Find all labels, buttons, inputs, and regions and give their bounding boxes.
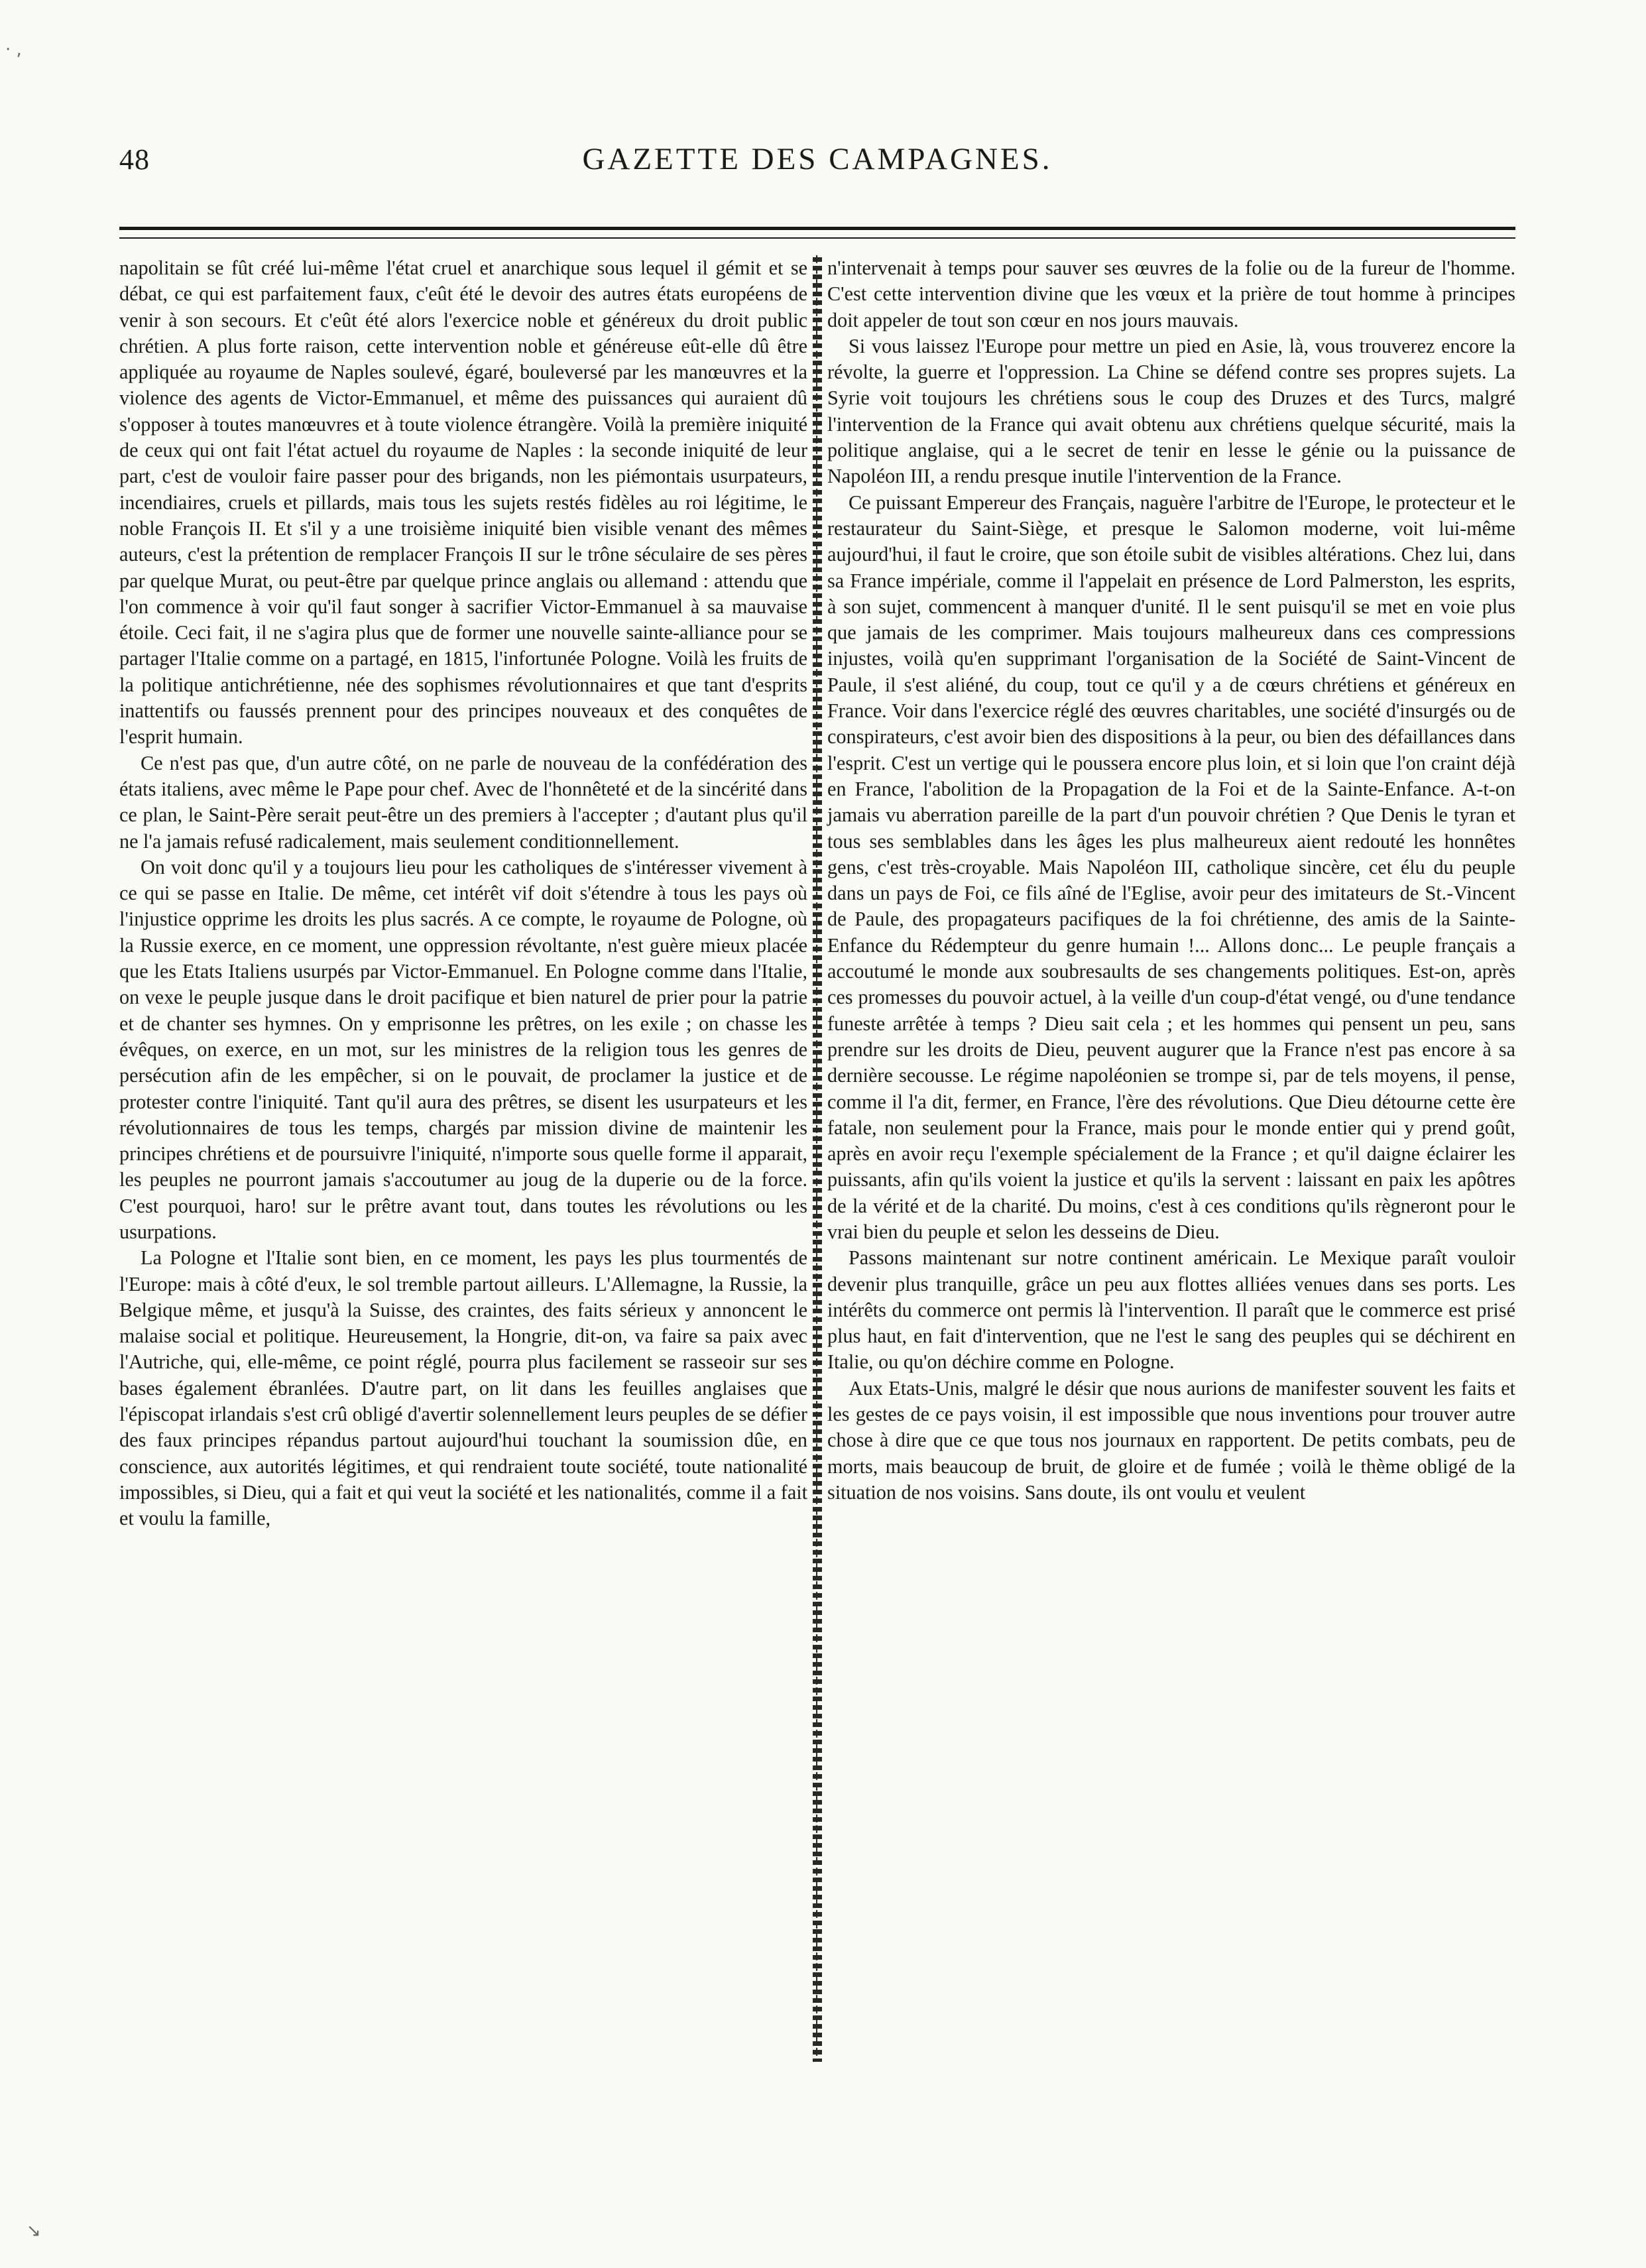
page-number: 48	[119, 143, 150, 176]
paragraph: La Pologne et l'Italie sont bien, en ce moment, les pays les plus tourmentés de l'Europe: mais à côté d'eux, le sol tremble partout ailleurs. L'Allemagne, la Russie, la Belgique même, et jusqu'à la Suisse, des craintes, des faits sérieux y annoncent le malaise social et politique. Heureusement, la Hongrie, dit-on, va faire sa paix avec l'Autriche, qui, elle-même, ce point réglé, pourra plus facilement se rasseoir sur ses bases également ébranlées. D'autre part, on lit dans les feuilles anglaises que l'épiscopat irlandais s'est crû obligé d'avertir solennellement leurs peuples de se défier des faux principes répandus partout aujourd'hui touchant la soumission dûe, en conscience, aux autorités légitimes, et qui rendraient toute société, toute nationalité impossibles, si Dieu, qui a fait et qui veut la société et les nationalités, comme il a fait et voulu la famille,	[119, 1246, 807, 1530]
header-rule-thick	[119, 227, 1515, 230]
paragraph: Passons maintenant sur notre continent américain. Le Mexique paraît vouloir devenir plus tranquille, grâce un peu aux flottes alliées venues dans ses ports. Les intérêts du commerce ont permis là l'intervention. Il paraît que le commerce est prisé plus haut, en fait d'intervention, que ne l'est le sang des peuples qui se déchirent en Italie, ou qu'on déchire comme en Pologne.	[827, 1246, 1515, 1374]
left-column	[119, 255, 807, 1532]
paragraph: napolitain se fût créé lui-même l'état cruel et anarchique sous lequel il gémit et se débat, ce qui est parfaitement faux, c'eût été le devoir des autres états européens de venir à son secours. Et c'eût été alors l'exercice noble et généreux du droit public chrétien. A plus forte raison, cette intervention noble et généreuse eût-elle dû être appliquée au royaume de Naples soulevé, égaré, bouleversé par les manœuvres et la violence des agents de Victor-Emmanuel, et même des puissances qui auraient dû s'opposer à toutes manœuvres et à toute violence étrangère. Voilà la première iniquité de ceux qui ont fait l'état actuel du royaume de Naples : la seconde iniquité de leur part, c'est de vouloir faire passer pour des brigands, non les piémontais usurpateurs, incendiaires, cruels et pillards, mais tous les sujets restés fidèles au roi légitime, le noble François II. Et s'il y a une troisième iniquité bien visible venant des mêmes auteurs, c'est la prétention de remplacer François II sur le trône séculaire de ses pères par quelque Murat, ou peut-être par quelque prince anglais ou allemand : attendu que l'on commence à voir qu'il faut songer à sacrifier Victor-Emmanuel à sa mauvaise étoile. Ceci fait, il ne s'agira plus que de former une nouvelle sainte-alliance pour se partager l'Italie comme on a partagé, en 1815, l'infortunée Pologne. Voilà les fruits de la politique antichrétienne, née des sophismes révolutionnaires et que tant d'esprits inattentifs ou faussés prennent pour des principes nouveaux et des conquêtes de l'esprit humain.	[119, 257, 807, 748]
scan-speck: · ,	[5, 40, 22, 60]
paragraph: n'intervenait à temps pour sauver ses œuvres de la folie ou de la fureur de l'homme. C'est cette intervention divine que les vœux et la prière de tout homme à principes doit appeler de tout son cœur en nos jours mauvais.	[827, 257, 1515, 331]
paragraph: Ce n'est pas que, d'un autre côté, on ne parle de nouveau de la confédération des états italiens, avec même le Pape pour chef. Avec de l'honnêteté et de la sincérité dans ce plan, le Saint-Père serait peut-être un des premiers à l'accepter ; d'autant plus qu'il ne l'a jamais refusé radicalement, mais seulement conditionnellement.	[119, 751, 807, 853]
paragraph: Si vous laissez l'Europe pour mettre un pied en Asie, là, vous trouverez encore la révolte, la guerre et l'oppression. La Chine se défend contre ses propres sujets. La Syrie voit toujours les chrétiens sous le coup des Druzes et des Turcs, malgré l'intervention de la France qui avait obtenu aux chrétiens quelque sécurité, mais la politique anglaise, qui a le secret de tenir en lesse le génie ou la puissance de Napoléon III, a rendu presque inutile l'intervention de la France.	[827, 334, 1515, 488]
paragraph: Aux Etats-Unis, malgré le désir que nous aurions de manifester souvent les faits et les gestes de ce pays voisin, il est impossible que nous inventions pour trouver autre chose à dire que ce que tous nos journaux en rapportent. De petits combats, peu de morts, mais beaucoup de bruit, de gloire et de fumée ; voilà le thème obligé de la situation de nos voisins. Sans doute, ils ont voulu et veulent	[827, 1376, 1515, 1504]
column-divider	[813, 255, 822, 2062]
right-column	[827, 255, 1515, 1506]
header-rule-thin	[119, 237, 1515, 239]
scan-speck: ↘	[27, 2221, 41, 2241]
paragraph: On voit donc qu'il y a toujours lieu pour les catholiques de s'intéresser vivement à ce qui se passe en Italie. De même, cet intérêt vif doit s'étendre à tous les pays où l'injustice opprime les droits les plus sacrés. A ce compte, le royaume de Pologne, où la Russie exerce, en ce moment, une oppression révoltante, n'est guère mieux placée que les Etats Italiens usurpés par Victor-Emmanuel. En Pologne comme dans l'Italie, on vexe le peuple jusque dans le droit pacifique et bien naturel de prier pour la patrie et de chanter ses hymnes. On y emprisonne les prêtres, on les exile ; on chasse les évêques, on exerce, en un mot, sur les ministres de la religion tous les genres de persécution afin de les empêcher, si on le pouvait, de proclamer la justice et de protester contre l'iniquité. Tant qu'il aura des prêtres, se disent les usurpateurs et les révolutionnaires de tous les temps, chargés par mission divine de maintenir les principes chrétiens et de poursuivre l'iniquité, n'importe sous quelle forme il apparait, les peuples ne pourront jamais s'accoutumer au joug de la duperie ou de la force. C'est pourquoi, haro! sur le prêtre avant tout, dans toutes les révolutions ou les usurpations.	[119, 855, 807, 1243]
paragraph: Ce puissant Empereur des Français, naguère l'arbitre de l'Europe, le protecteur et le restaurateur du Saint-Siège, et presque le Salomon moderne, voit lui-même aujourd'hui, il faut le croire, que son étoile subit de visibles altérations. Chez lui, dans sa France impériale, comme il l'appelait en présence de Lord Palmerston, les esprits, à son sujet, commencent à manquer d'unité. Il le sent puisqu'il se met en voie plus que jamais de les comprimer. Mais toujours malheureux dans ces compressions injustes, voilà qu'en supprimant l'organisation de la Société de Saint-Vincent de Paule, il s'est aliéné, du coup, tout ce qu'il y a de cœurs chrétiens et généreux en France. Voir dans l'exercice réglé des œuvres charitables, une société d'insurgés ou de conspirateurs, c'est avoir bien des dispositions à la peur, ou bien des défaillances dans l'esprit. C'est un vertige qui le poussera encore plus loin, et si loin que l'on craint déjà en France, l'abolition de la Propagation de la Foi et de la Sainte-Enfance. A-t-on jamais vu aberration pareille de la part d'un pouvoir chrétien ? Que Denis le tyran et tous ses semblables dans les âges les plus malheureux aient redouté les honnêtes gens, c'est très-croyable. Mais Napoléon III, catholique sincère, cet élu du peuple dans un pays de Foi, ce fils aîné de l'Eglise, avoir peur des imitateurs de St.-Vincent de Paule, des propagateurs pacifiques de la foi chrétienne, des amis de la Sainte-Enfance du Rédempteur du genre humain !... Allons donc... Le peuple français a accoutumé le monde aux soubresaults de ses changements politiques. Est-on, après ces promesses du pouvoir actuel, à la veille d'un coup-d'état vengé, ou d'une tendance funeste arrêtée à temps ? Dieu sait cela ; et les hommes qui pensent un peu, sans prendre sur les droits de Dieu, peuvent augurer que la France n'est pas encore à sa dernière secousse. Le régime napoléonien se trompe si, par de tels moyens, il pense, comme il l'a dit, fermer, en France, l'ère des révolutions. Que Dieu détourne cette ère fatale, non seulement pour la France, mais pour le monde entier qui y prend goût, après en avoir reçu l'exemple spécialement de la France ; et qu'il daigne éclairer les puissants, afin qu'ils voient la justice et qu'ils la servent : laissant en paix les apôtres de la vérité et de la charité. Du moins, c'est à ces conditions qu'ils règneront pour le vrai bien du peuple et selon les desseins de Dieu.	[827, 491, 1515, 1243]
page-header	[119, 136, 1515, 189]
running-title: GAZETTE DES CAMPAGNES.	[582, 142, 1053, 176]
